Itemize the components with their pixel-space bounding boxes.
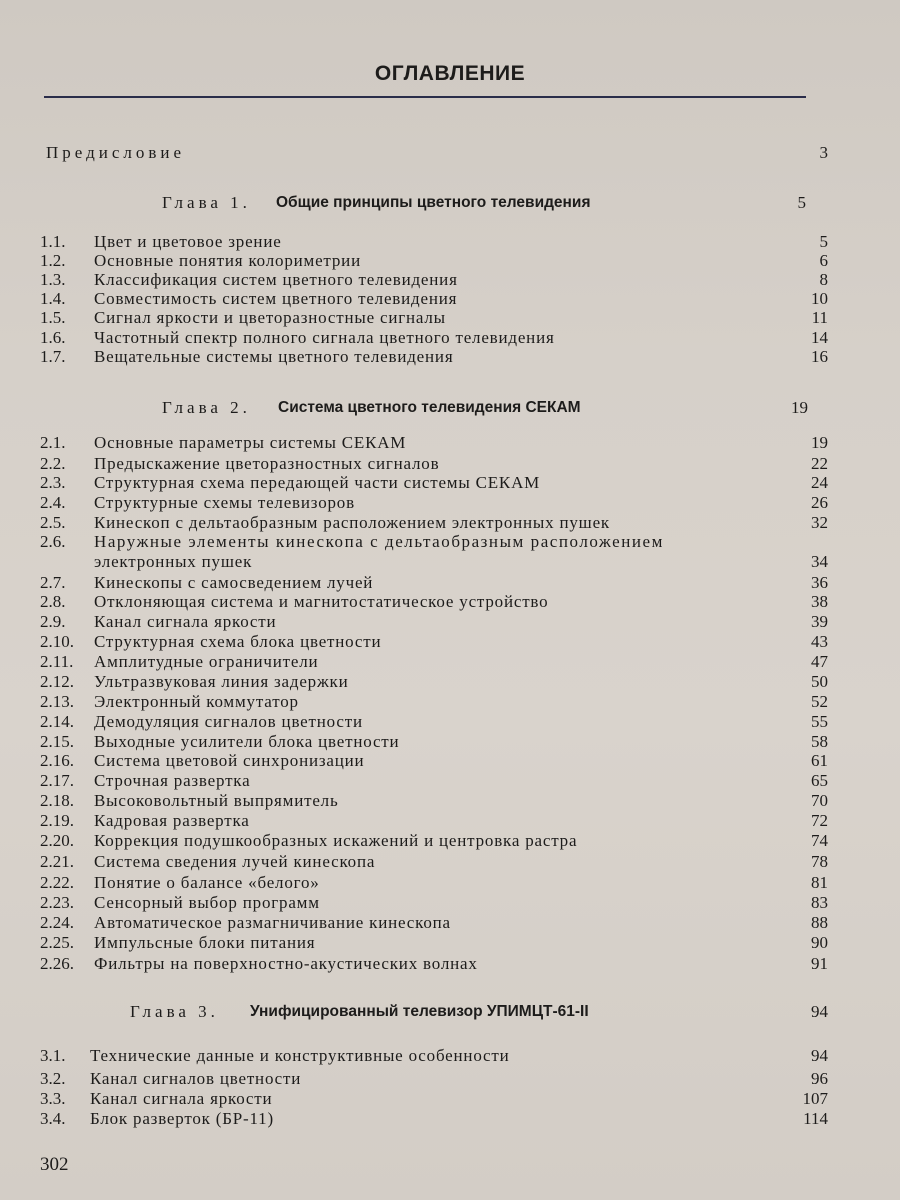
toc-entry bbox=[0, 492, 900, 514]
section-title: Строчная развертка bbox=[94, 771, 251, 790]
toc-entry bbox=[0, 472, 900, 494]
section-number: 3.1. bbox=[40, 1046, 66, 1065]
section-number: 2.12. bbox=[40, 672, 74, 691]
section-page: 24 bbox=[811, 473, 828, 492]
section-title: Автоматическое размагничивание кинескопа bbox=[94, 913, 451, 932]
section-number: 2.24. bbox=[40, 913, 74, 932]
toc-entry bbox=[0, 432, 900, 454]
section-title: Канал сигналов цветности bbox=[90, 1069, 302, 1088]
toc-entry bbox=[0, 790, 900, 812]
toc-entry bbox=[0, 750, 900, 772]
section-number: 2.9. bbox=[40, 612, 66, 631]
section-title: Отклоняющая система и магнитостатическое устройство bbox=[94, 592, 549, 611]
section-number: 1.6. bbox=[40, 328, 66, 347]
section-number: 2.26. bbox=[40, 954, 74, 973]
toc-entry bbox=[0, 691, 900, 713]
section-title: Предыскажение цветоразностных сигналов bbox=[94, 454, 440, 473]
section-title: Сенсорный выбор программ bbox=[94, 893, 320, 912]
section-number: 2.10. bbox=[40, 632, 74, 651]
chapter-title: Общие принципы цветного телевидения bbox=[276, 194, 591, 211]
section-title: Понятие о балансе «белого» bbox=[94, 873, 320, 892]
section-number: 2.21. bbox=[40, 852, 74, 871]
toc-entry bbox=[0, 953, 900, 975]
section-title: Классификация систем цветного телевидения bbox=[94, 270, 458, 289]
section-title: Структурная схема передающей части системы СЕКАМ bbox=[94, 473, 541, 492]
section-title: Канал сигнала яркости bbox=[94, 612, 277, 631]
toc-entry bbox=[0, 770, 900, 792]
section-page: 91 bbox=[811, 954, 828, 973]
title-underline bbox=[44, 96, 806, 98]
toc-entry bbox=[0, 591, 900, 613]
section-number: 1.2. bbox=[40, 251, 66, 270]
section-page: 83 bbox=[811, 893, 828, 912]
toc-entry bbox=[0, 307, 900, 329]
preface-page: 3 bbox=[819, 143, 828, 162]
section-page: 114 bbox=[803, 1109, 828, 1128]
toc-entry bbox=[0, 830, 900, 852]
section-number: 1.5. bbox=[40, 308, 66, 327]
section-title: Электронный коммутатор bbox=[94, 692, 299, 711]
section-title: Система сведения лучей кинескопа bbox=[94, 852, 376, 871]
section-number: 2.20. bbox=[40, 831, 74, 850]
section-page: 94 bbox=[811, 1046, 828, 1065]
section-page: 55 bbox=[811, 712, 828, 731]
toc-entry bbox=[0, 1045, 900, 1067]
chapter-label: Глава 2. bbox=[162, 398, 251, 417]
toc-entry bbox=[0, 1068, 900, 1090]
section-page: 50 bbox=[811, 672, 828, 691]
section-title: Кинескопы с самосведением лучей bbox=[94, 573, 374, 592]
section-page: 81 bbox=[811, 873, 828, 892]
section-number: 2.22. bbox=[40, 873, 74, 892]
section-page: 36 bbox=[811, 573, 828, 592]
toc-entry bbox=[0, 711, 900, 733]
section-title: Структурная схема блока цветности bbox=[94, 632, 382, 651]
section-title: Канал сигнала яркости bbox=[90, 1089, 273, 1108]
section-page: 107 bbox=[802, 1089, 828, 1108]
toc-entry bbox=[0, 892, 900, 914]
toc-entry bbox=[0, 912, 900, 934]
section-title: Высоковольтный выпрямитель bbox=[94, 791, 339, 810]
toc-entry bbox=[0, 851, 900, 873]
section-page: 26 bbox=[811, 493, 828, 512]
section-number: 1.1. bbox=[40, 232, 66, 251]
chapter-page: 19 bbox=[791, 398, 808, 417]
section-number: 2.5. bbox=[40, 513, 66, 532]
section-title: Выходные усилители блока цветности bbox=[94, 732, 400, 751]
section-page: 78 bbox=[811, 852, 828, 871]
section-page: 90 bbox=[811, 933, 828, 952]
chapter-page: 5 bbox=[797, 193, 806, 212]
section-number: 2.17. bbox=[40, 771, 74, 790]
page-title: ОГЛАВЛЕНИЕ bbox=[374, 62, 526, 85]
section-page: 34 bbox=[811, 552, 828, 571]
section-number: 2.14. bbox=[40, 712, 74, 731]
preface-label: Предисловие bbox=[46, 143, 186, 162]
section-number: 2.15. bbox=[40, 732, 74, 751]
section-page: 88 bbox=[811, 913, 828, 932]
section-number: 2.1. bbox=[40, 433, 66, 452]
page-number: 302 bbox=[40, 1154, 69, 1175]
section-number: 2.7. bbox=[40, 573, 66, 592]
section-number: 2.25. bbox=[40, 933, 74, 952]
section-page: 32 bbox=[811, 513, 828, 532]
section-number: 2.18. bbox=[40, 791, 74, 810]
section-page: 70 bbox=[811, 791, 828, 810]
toc-entry bbox=[0, 631, 900, 653]
section-number: 3.2. bbox=[40, 1069, 66, 1088]
chapter-heading bbox=[0, 396, 900, 420]
section-page: 52 bbox=[811, 692, 828, 711]
section-number: 2.13. bbox=[40, 692, 74, 711]
section-title: Блок разверток (БР-11) bbox=[90, 1109, 274, 1128]
section-page: 61 bbox=[811, 751, 828, 770]
chapter-label: Глава 3. bbox=[130, 1002, 219, 1021]
section-title: Демодуляция сигналов цветности bbox=[94, 712, 363, 731]
section-title: Совместимость систем цветного телевидения bbox=[94, 289, 458, 308]
toc-entry bbox=[0, 671, 900, 693]
section-number: 2.8. bbox=[40, 592, 66, 611]
section-number: 2.3. bbox=[40, 473, 66, 492]
section-number: 2.6. bbox=[40, 532, 66, 551]
section-page: 96 bbox=[811, 1069, 828, 1088]
section-title: Коррекция подушкообразных искажений и центровка растра bbox=[94, 831, 578, 850]
section-page: 47 bbox=[811, 652, 828, 671]
section-number: 1.4. bbox=[40, 289, 66, 308]
section-title: Структурные схемы телевизоров bbox=[94, 493, 355, 512]
section-title: Основные понятия колориметрии bbox=[94, 251, 361, 270]
section-page: 19 bbox=[811, 433, 828, 452]
section-number: 2.16. bbox=[40, 751, 74, 770]
toc-entry bbox=[0, 531, 900, 571]
section-page: 8 bbox=[819, 270, 828, 289]
section-number: 2.4. bbox=[40, 493, 66, 512]
section-title: Ультразвуковая линия задержки bbox=[94, 672, 349, 691]
toc-entry bbox=[0, 346, 900, 368]
preface-entry bbox=[0, 142, 900, 164]
section-title: Цвет и цветовое зрение bbox=[94, 232, 282, 251]
section-page: 43 bbox=[811, 632, 828, 651]
toc-entry bbox=[0, 611, 900, 633]
section-title: Наружные элементы кинескопа с дельтаобразным расположением bbox=[94, 532, 664, 551]
chapter-label: Глава 1. bbox=[162, 193, 251, 212]
section-title: Кадровая развертка bbox=[94, 811, 250, 830]
toc-entry bbox=[0, 932, 900, 954]
section-title-continuation: электронных пушек bbox=[94, 552, 253, 571]
chapter-title: Система цветного телевидения СЕКАМ bbox=[278, 399, 581, 416]
section-number: 2.23. bbox=[40, 893, 74, 912]
section-number: 3.3. bbox=[40, 1089, 66, 1108]
section-page: 11 bbox=[811, 308, 828, 327]
section-number: 2.2. bbox=[40, 454, 66, 473]
section-title: Фильтры на поверхностно-акустических волнах bbox=[94, 954, 478, 973]
section-page: 38 bbox=[811, 592, 828, 611]
section-title: Вещательные системы цветного телевидения bbox=[94, 347, 454, 366]
section-title: Амплитудные ограничители bbox=[94, 652, 319, 671]
toc-entry bbox=[0, 1088, 900, 1110]
section-page: 58 bbox=[811, 732, 828, 751]
section-page: 14 bbox=[811, 328, 828, 347]
chapter-heading bbox=[0, 191, 900, 215]
section-title: Частотный спектр полного сигнала цветного телевидения bbox=[94, 328, 555, 347]
section-page: 6 bbox=[819, 251, 828, 270]
section-page: 74 bbox=[811, 831, 828, 850]
section-page: 22 bbox=[811, 454, 828, 473]
chapter-page: 94 bbox=[811, 1002, 828, 1021]
toc-entry bbox=[0, 810, 900, 832]
section-title: Технические данные и конструктивные особенности bbox=[90, 1046, 510, 1065]
section-page: 65 bbox=[811, 771, 828, 790]
section-title: Основные параметры системы СЕКАМ bbox=[94, 433, 407, 452]
toc-entry bbox=[0, 651, 900, 673]
toc-entry bbox=[0, 872, 900, 894]
chapter-title: Унифицированный телевизор УПИМЦТ-61-II bbox=[250, 1003, 589, 1020]
section-page: 16 bbox=[811, 347, 828, 366]
section-page: 39 bbox=[811, 612, 828, 631]
section-page: 5 bbox=[819, 232, 828, 251]
section-number: 3.4. bbox=[40, 1109, 66, 1128]
chapter-heading bbox=[0, 1000, 900, 1024]
section-page: 10 bbox=[811, 289, 828, 308]
section-page: 72 bbox=[811, 811, 828, 830]
section-number: 2.11. bbox=[40, 652, 74, 671]
section-title: Сигнал яркости и цветоразностные сигналы bbox=[94, 308, 446, 327]
section-number: 2.19. bbox=[40, 811, 74, 830]
section-title: Система цветовой синхронизации bbox=[94, 751, 365, 770]
section-title: Импульсные блоки питания bbox=[94, 933, 316, 952]
toc-entry bbox=[0, 1108, 900, 1130]
section-title: Кинескоп с дельтаобразным расположением электронных пушек bbox=[94, 513, 610, 532]
section-number: 1.7. bbox=[40, 347, 66, 366]
section-number: 1.3. bbox=[40, 270, 66, 289]
